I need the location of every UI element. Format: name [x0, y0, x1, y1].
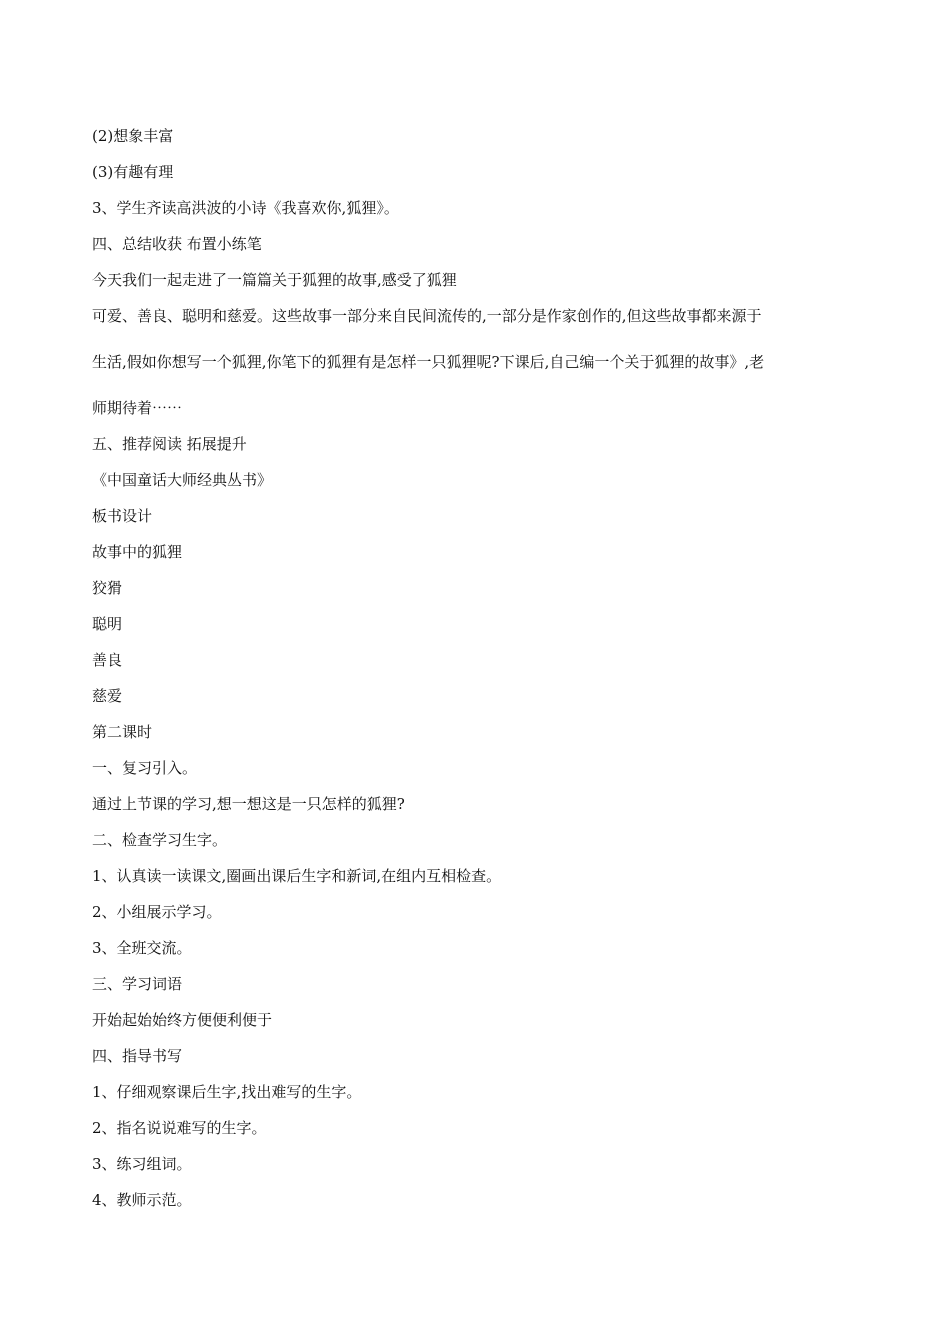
text-line: 4、教师示范。 — [92, 1191, 192, 1209]
text-line: 板书设计 — [92, 507, 153, 525]
text-line: (3)有趣有理 — [92, 163, 174, 181]
text-line: 2、指名说说难写的生字。 — [92, 1119, 267, 1137]
text-line: 故事中的狐狸 — [92, 543, 183, 561]
text-line: (2)想象丰富 — [92, 127, 174, 145]
text-line: 开始起始始终方便便利便于 — [92, 1011, 273, 1029]
text-line: 3、学生齐读高洪波的小诗《我喜欢你,狐狸》。 — [92, 199, 399, 217]
text-line: 狡猾 — [92, 579, 123, 597]
section-heading: 第二课时 — [92, 723, 153, 741]
text-line: 3、练习组词。 — [92, 1155, 192, 1173]
text-line: 1、认真读一读课文,圈画出课后生字和新词,在组内互相检查。 — [92, 867, 502, 885]
summary-paragraph — [92, 306, 872, 418]
section-heading: 一、复习引入。 — [92, 759, 198, 777]
text-line: 2、小组展示学习。 — [92, 903, 222, 921]
section-heading: 五、推荐阅读 拓展提升 — [92, 435, 247, 453]
section-heading: 二、检查学习生字。 — [92, 831, 228, 849]
text-line: 通过上节课的学习,想一想这是一只怎样的狐狸? — [92, 795, 405, 813]
paragraph-line: 师期待着⋯⋯ — [92, 399, 183, 417]
paragraph-line: 可爱、善良、聪明和慈爱。这些故事一部分来自民间流传的,一部分是作家创作的,但这些故事都来源于 — [92, 307, 762, 325]
document-page — [92, 126, 872, 1210]
text-line: 慈爱 — [92, 687, 123, 705]
section-heading: 四、总结收获 布置小练笔 — [92, 235, 262, 253]
text-line: 善良 — [92, 651, 123, 669]
text-line: 1、仔细观察课后生字,找出难写的生字。 — [92, 1083, 362, 1101]
text-line: 3、全班交流。 — [92, 939, 192, 957]
text-line: 聪明 — [92, 615, 123, 633]
paragraph-line: 生活,假如你想写一个狐狸,你笔下的狐狸有是怎样一只狐狸呢?下课后,自己编一个关于狐狸的故事》,老 — [92, 353, 765, 371]
text-line: 今天我们一起走进了一篇篇关于狐狸的故事,感受了狐狸 — [92, 271, 457, 289]
text-line: 《中国童话大师经典丛书》 — [92, 471, 273, 489]
section-heading: 三、学习词语 — [92, 975, 183, 993]
section-heading: 四、指导书写 — [92, 1047, 183, 1065]
